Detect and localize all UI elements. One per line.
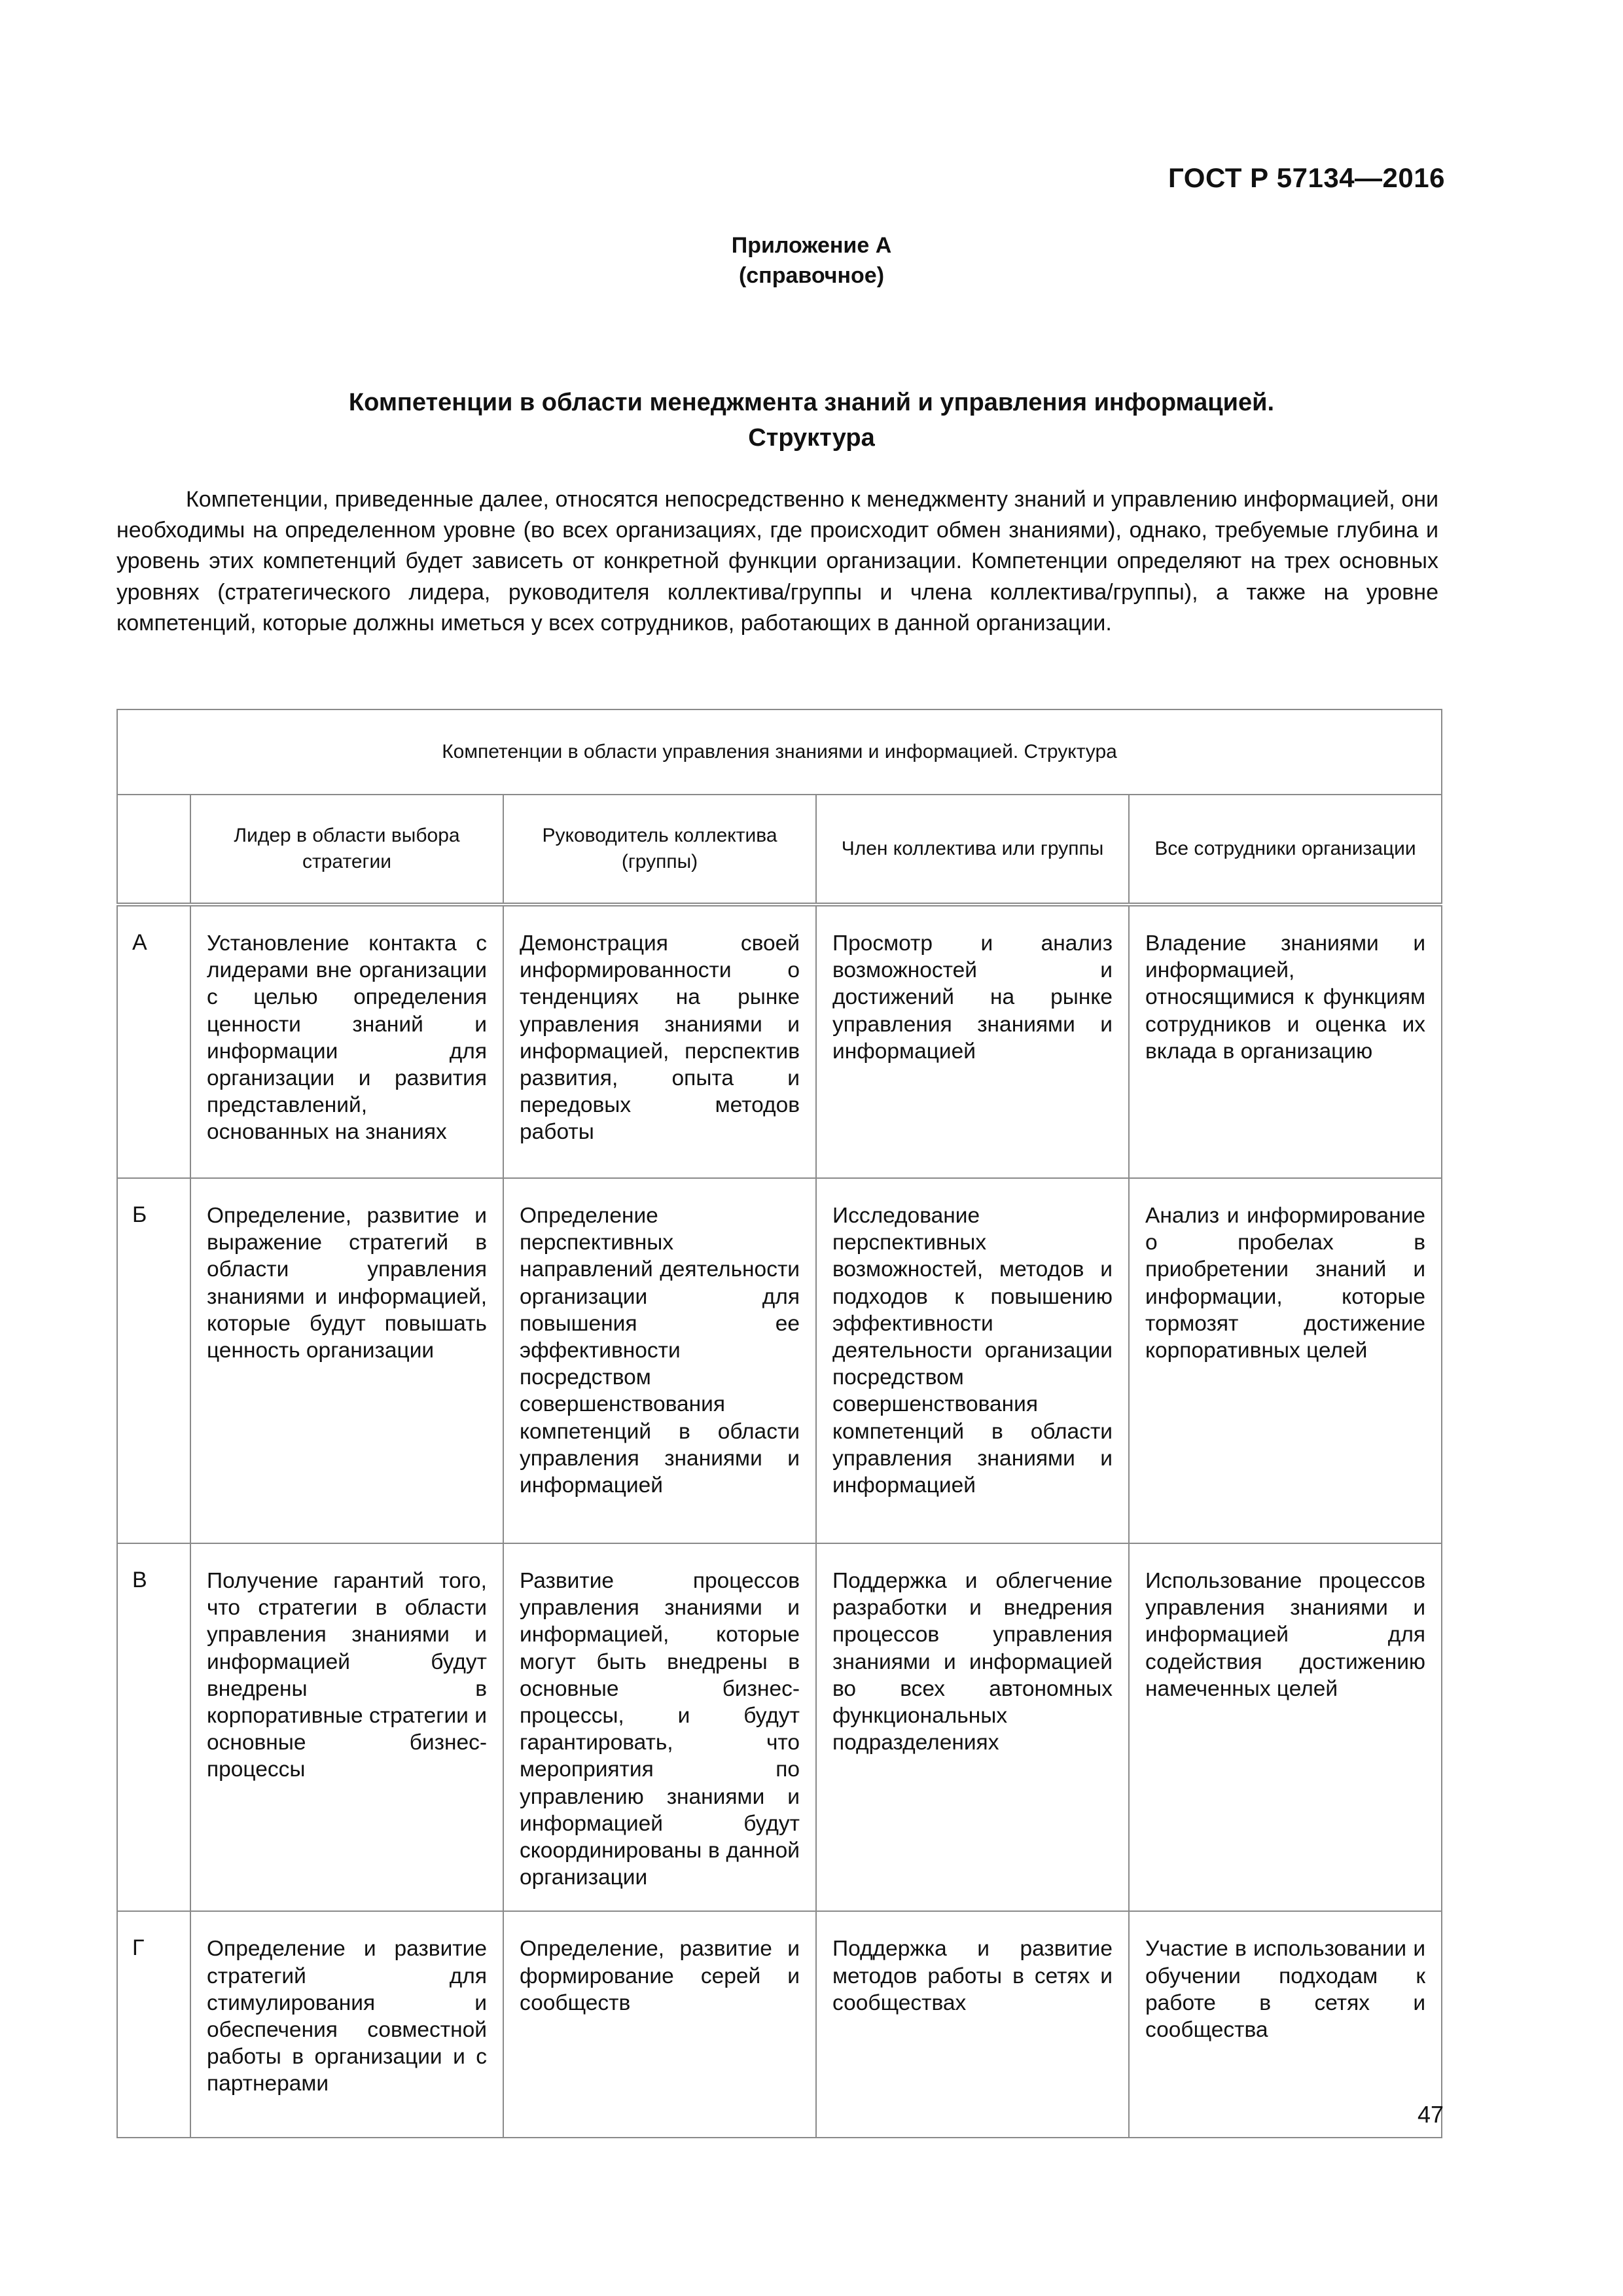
table-row [117, 1178, 1442, 1543]
table-row [117, 905, 1442, 1178]
header-empty-cell [117, 795, 190, 905]
table-cell: Определение перспективных направлений деятельности организации для повышения ее эффективности посредством совершенствования компетенций в области управления знаниями и информацией [503, 1178, 816, 1543]
table-cell: Определение и развитие стратегий для стимулирования и обеспечения совместной работы в организации и с партнерами [190, 1911, 503, 2138]
table-cell: Исследование перспективных возможностей, методов и подходов к повышению эффективности деятельности организации посредством совершенствования компетенций в области управления знаниями и информацией [816, 1178, 1129, 1543]
table-cell: Получение гарантий того, что стратегии в области управления знаниями и информацией будут внедрены в корпоративные стратегии и основные бизнес-процессы [190, 1543, 503, 1911]
competency-table [116, 709, 1442, 2138]
row-letter: В [117, 1543, 190, 1911]
row-letter: А [117, 905, 190, 1178]
table-cell: Поддержка и облегчение разработки и внедрения процессов управления знаниями и информацией во всех автономных функциональных подразделениях [816, 1543, 1129, 1911]
annex-title: Приложение А [731, 233, 892, 258]
table-header-row [117, 795, 1442, 905]
section-title-line2: Структура [748, 424, 875, 452]
intro-paragraph: Компетенции, приведенные далее, относятся непосредственно к менеджменту знаний и управлению информацией, они необходимы на определенном уровне (во всех организациях, где происходит обмен знаниями), однако, требуемые глубина и уровень этих компетенций будет зависеть от конкретной функции организации. Компетенции определяют на трех основных уровнях (стратегического лидера, руководителя коллектива/группы и члена коллектива/группы), а также на уровне компетенций, которые должны иметься у всех сотрудников, работающих в данной организации. [116, 487, 1438, 636]
section-title-line1: Компетенции в области менеджмента знаний и управления информацией. [348, 389, 1275, 416]
table-cell: Анализ и информирование о пробелах в приобретении знаний и информации, которые тормозят достижение корпоративных целей [1129, 1178, 1442, 1543]
table-cell: Установление контакта с лидерами вне организации с целью определения ценности знаний и информации для организации и развития представлений, основанных на знаниях [190, 905, 503, 1178]
annex-subtitle: (справочное) [738, 263, 885, 288]
table-row [117, 1911, 1442, 2138]
header-all-staff: Все сотрудники организации [1129, 795, 1442, 905]
table-caption-row [117, 709, 1442, 795]
table-caption: Компетенции в области управления знаниями и информацией. Структура [117, 709, 1442, 795]
header-strategic-leader: Лидер в области выбора стратегии [190, 795, 503, 905]
document-code: ГОСТ Р 57134—2016 [1168, 162, 1445, 193]
annex-heading [0, 230, 1623, 291]
table-cell: Просмотр и анализ возможностей и достижений на рынке управления знаниями и информацией [816, 905, 1129, 1178]
table-cell: Определение, развитие и формирование серей и сообществ [503, 1911, 816, 2138]
table-row [117, 1543, 1442, 1911]
table-cell: Владение знаниями и информацией, относящимися к функциям сотрудников и оценка их вклада в организацию [1129, 905, 1442, 1178]
table-cell: Поддержка и развитие методов работы в сетях и сообществах [816, 1911, 1129, 2138]
row-letter: Г [117, 1911, 190, 2138]
header-team-member: Член коллектива или группы [816, 795, 1129, 905]
table-cell: Использование процессов управления знаниями и информацией для содействия достижению намеченных целей [1129, 1543, 1442, 1911]
table-cell: Развитие процессов управления знаниями и информацией, которые могут быть внедрены в основные бизнес-процессы, и будут гарантировать, что мероприятия по управлению знаниями и информацией будут скоординированы в данной организации [503, 1543, 816, 1911]
section-title [0, 385, 1623, 456]
table-cell: Демонстрация своей информированности о тенденциях на рынке управления знаниями и информацией, перспектив развития, опыта и передовых методов работы [503, 905, 816, 1178]
table-cell: Определение, развитие и выражение стратегий в области управления знаниями и информацией, которые будут повышать ценность организации [190, 1178, 503, 1543]
row-letter: Б [117, 1178, 190, 1543]
table-cell: Участие в использовании и обучении подходам к работе в сетях и сообщества [1129, 1911, 1442, 2138]
header-team-manager: Руководитель коллектива (группы) [503, 795, 816, 905]
page-number: 47 [1417, 2101, 1444, 2128]
